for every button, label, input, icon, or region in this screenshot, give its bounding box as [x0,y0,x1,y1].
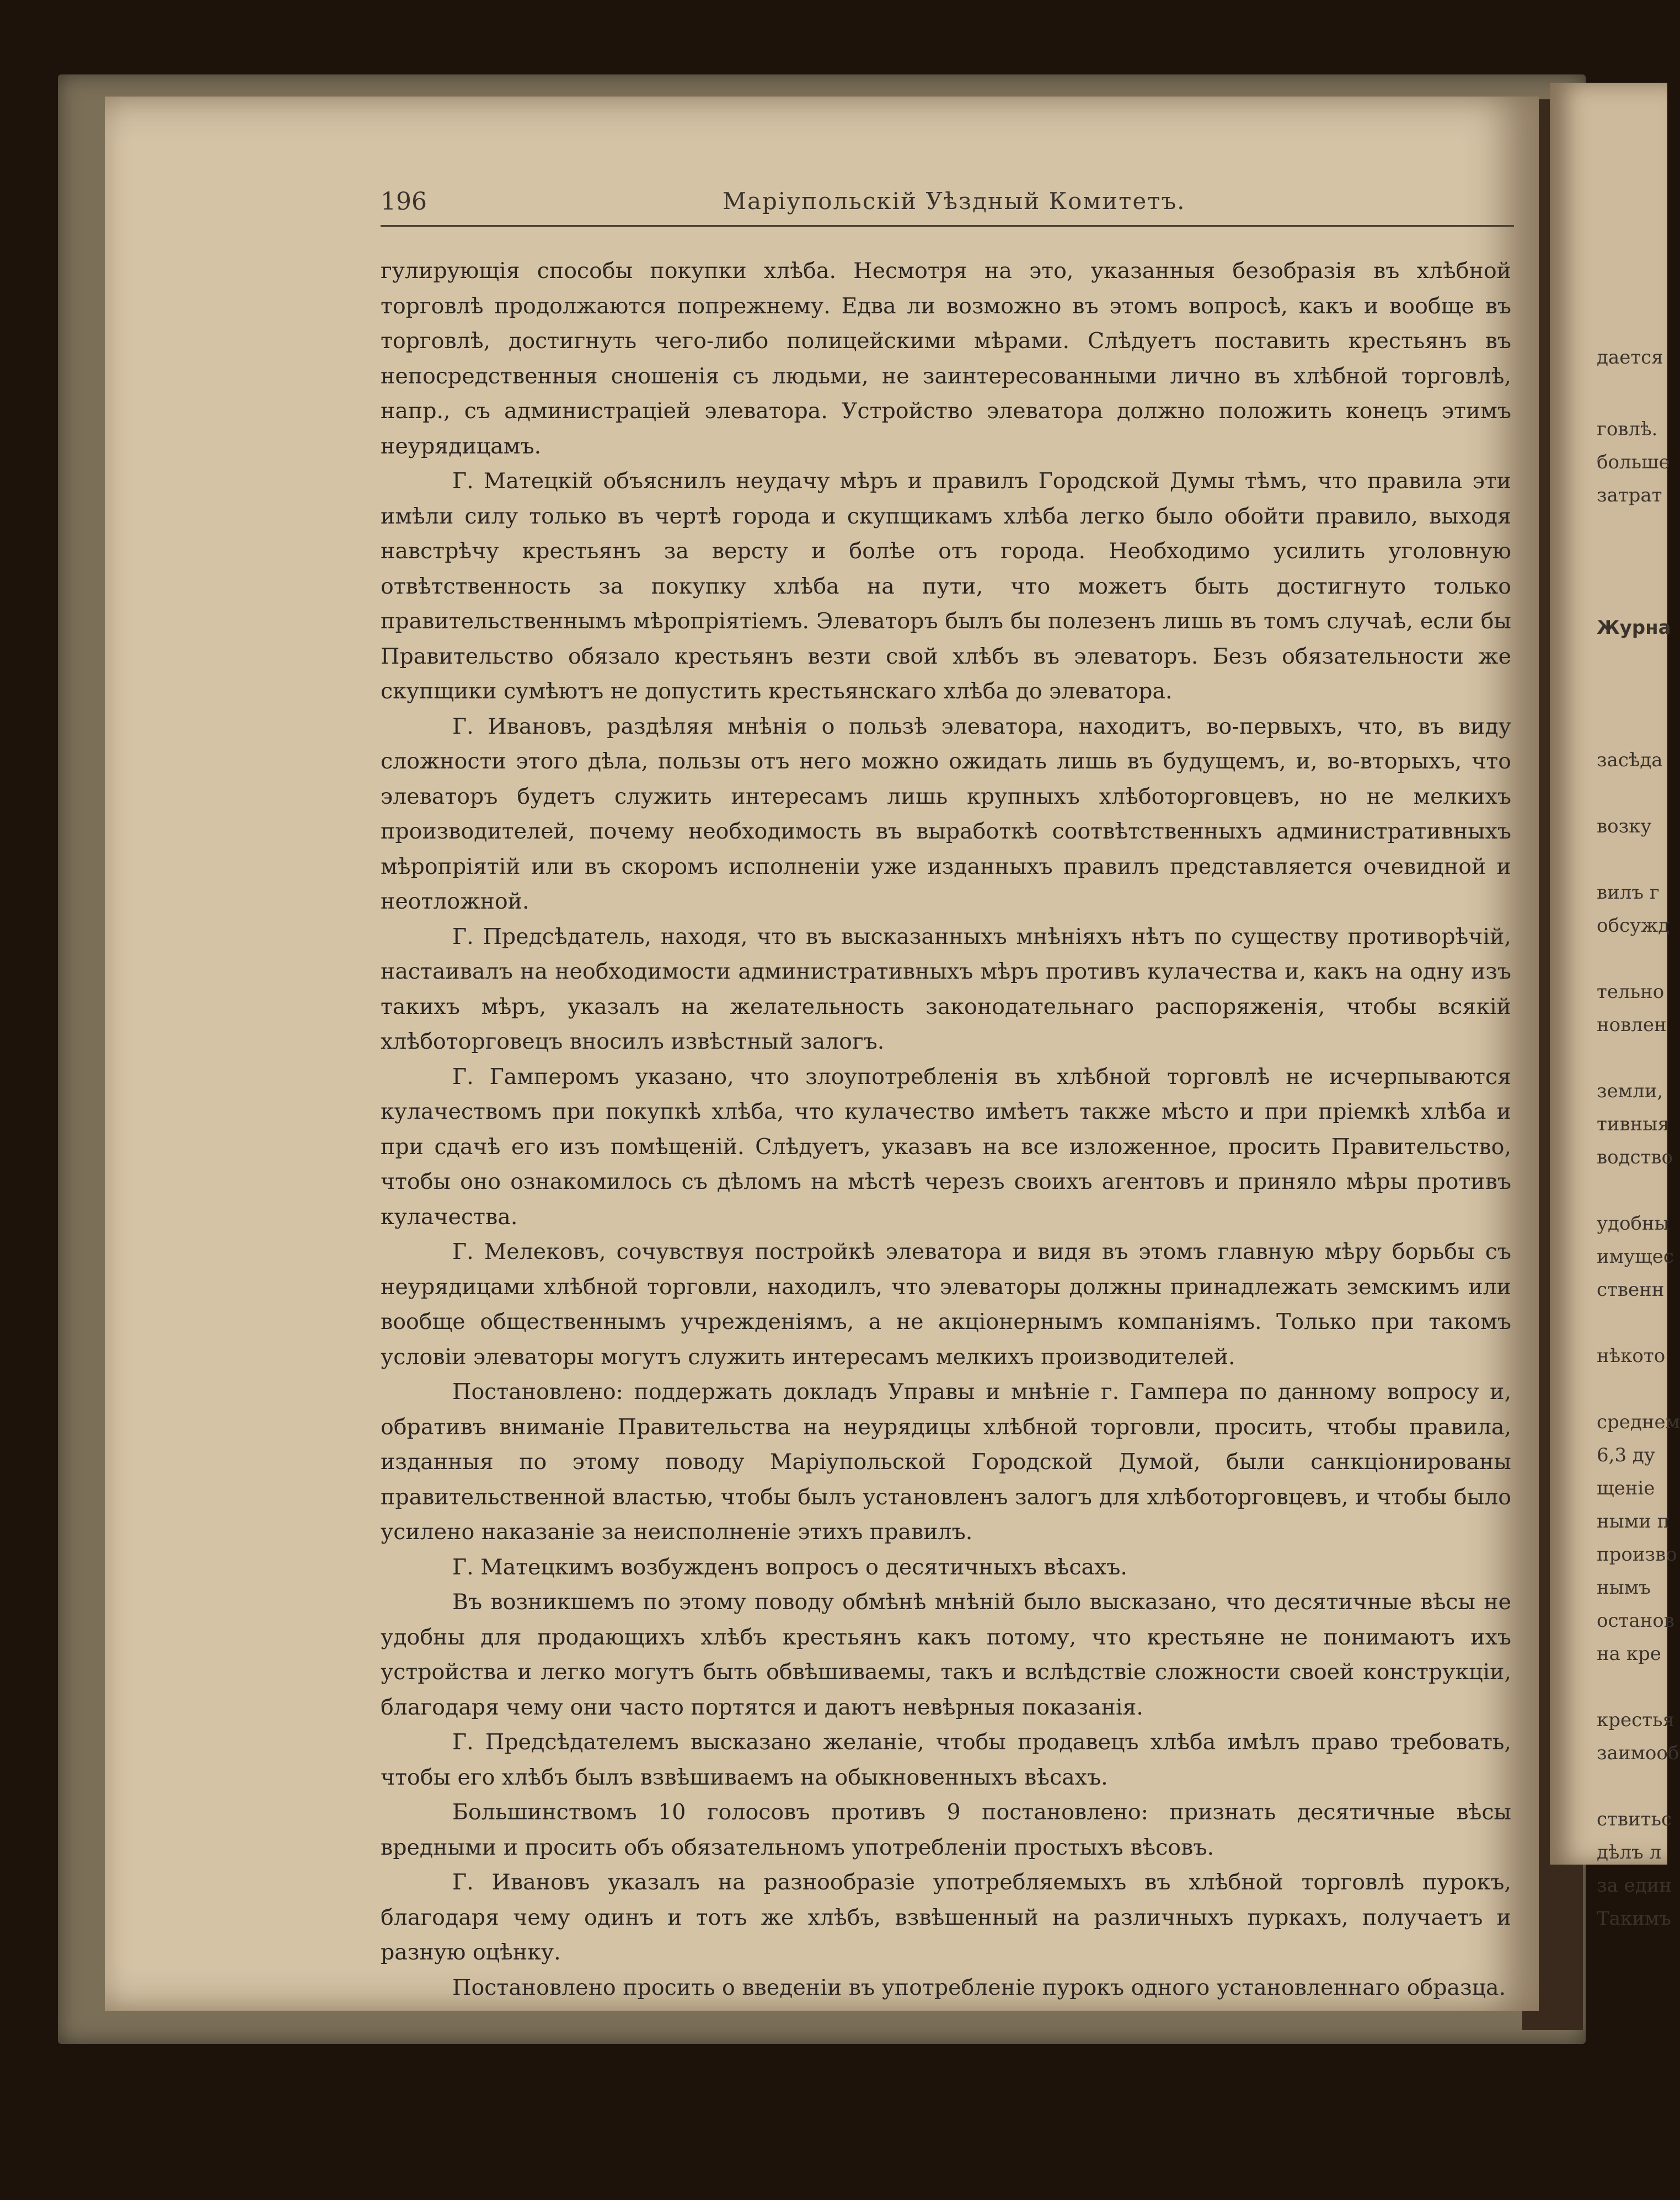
paragraph: Большинствомъ 10 голосовъ противъ 9 постановлено: признать десятичные вѣсы вредными и просить объ обязательномъ употребленіи простыхъ вѣсовъ. [381,1799,1511,1860]
paragraph: Г. Предсѣдатель, находя, что въ высказанныхъ мнѣніяхъ нѣтъ по существу противорѣчій, настаивалъ на необходимости административныхъ мѣръ противъ кулачества и, какъ на одну изъ такихъ мѣръ, указалъ на желательность законодательнаго распоряженія, чтобы всякій хлѣботорговецъ вносилъ извѣстный залогъ. [381,923,1511,1054]
page-body [381,254,1511,2005]
paragraph: Постановлено просить о введеніи въ употребленіе пурокъ одного установленнаго образца. [452,1974,1506,2000]
next-page-fragment: Такимъ [1597,1908,1671,1930]
next-page-fragment: тельно [1597,981,1665,1003]
next-page-heading: Журна [1597,617,1671,639]
next-page-fragment: возку [1597,815,1652,837]
next-page-fragment: среднем [1597,1411,1680,1433]
paragraph: гулирующія способы покупки хлѣба. Несмотря на это, указанныя безобразія въ хлѣбной торговлѣ продолжаются попрежнему. Едва ли возможно въ этомъ вопросѣ, какъ и вообще въ торговлѣ, достигнуть чего-либо полицейскими мѣрами. Слѣдуетъ поставить крестьянъ въ непосредственныя сношенія съ людьми, не заинтересованными лично въ хлѣбной торговлѣ, напр., съ администраціей элеватора. Устройство элеватора должно положить конецъ этимъ неурядицамъ. [381,258,1511,459]
next-page-fragment: обсужд [1597,915,1670,937]
paragraph: Г. Матецкимъ возбужденъ вопросъ о десятичныхъ вѣсахъ. [452,1554,1127,1580]
paragraph: Г. Ивановъ, раздѣляя мнѣнія о пользѣ элеватора, находитъ, во-первыхъ, что, въ виду сложности этого дѣла, пользы отъ него можно ожидать лишь въ будущемъ, и, во-вторыхъ, что элеваторъ будетъ служить интересамъ лишь крупныхъ хлѣботорговцевъ, но не мелкихъ производителей, почему необходимость въ выработкѣ соотвѣтственныхъ административныхъ мѣропріятій или въ скоромъ исполненіи уже изданныхъ правилъ представляется очевидной и неотложной. [381,713,1511,914]
next-page-fragment: за един [1597,1875,1672,1897]
next-page-fragment: на кре [1597,1643,1661,1665]
paragraph: Г. Мелековъ, сочувствуя постройкѣ элеватора и видя въ этомъ главную мѣру борьбы съ неурядицами хлѣбной торговли, находилъ, что элеваторы должны принадлежать земскимъ или вообще общественнымъ учрежденіямъ, а не акціонернымъ компаніямъ. Только при такомъ условіи элеваторы могутъ служить интересамъ мелкихъ производителей. [381,1239,1511,1370]
next-page-fragment: вилъ г [1597,882,1660,904]
paragraph: Г. Гамперомъ указано, что злоупотребленія въ хлѣбной торговлѣ не исчерпываются кулачествомъ при покупкѣ хлѣба, что кулачество имѣетъ также мѣсто и при пріемкѣ хлѣба и при сдачѣ его изъ помѣщеній. Слѣдуетъ, указавъ на все изложенное, просить Правительство, чтобы оно ознакомилось съ дѣломъ на мѣстѣ черезъ своихъ агентовъ и приняло мѣры противъ кулачества. [381,1064,1511,1230]
next-page-fragment: земли, [1597,1080,1663,1102]
next-page-fragment: ствитьс [1597,1808,1672,1830]
next-page-fragment: произво [1597,1544,1677,1566]
paragraph: Г. Ивановъ указалъ на разнообразіе употребляемыхъ въ хлѣбной торговлѣ пурокъ, благодаря чему одинъ и тотъ же хлѣбъ, взвѣшенный на различныхъ пуркахъ, получаетъ и разную оцѣнку. [381,1870,1511,1965]
next-page-fragment: нѣкото [1597,1345,1666,1367]
next-page-fragment: больше [1597,451,1670,473]
next-page-fragment: щеніе [1597,1477,1655,1499]
next-page-fragment: водство [1597,1146,1673,1168]
next-page-fragment: засѣда [1597,749,1663,771]
right-page-edge [1550,83,1680,1930]
next-page-fragment: заимооб [1597,1742,1679,1764]
next-page-fragment: останов [1597,1610,1674,1632]
next-page-fragment: крестья [1597,1709,1674,1731]
next-page-fragment: затрат [1597,484,1662,506]
next-page-fragment: удобны [1597,1213,1670,1235]
paragraph: Г. Матецкій объяснилъ неудачу мѣръ и правилъ Городской Думы тѣмъ, что правила эти имѣли силу только въ чертѣ города и скупщикамъ хлѣба легко было обойти правило, выходя навстрѣчу крестьянъ за версту и болѣе отъ города. Необходимо усилить уголовную отвѣтственность за покупку хлѣба на пути, что можетъ быть достигнуто только правительственнымъ мѣропріятіемъ. Элеваторъ былъ бы полезенъ лишь въ томъ случаѣ, если бы Правительство обязало крестьянъ везти свой хлѣбъ въ элеваторъ. Безъ обязательности же скупщики сумѣютъ не допустить крестьянскаго хлѣба до элеватора. [381,468,1511,704]
next-page-fragment: говлѣ. [1597,418,1658,440]
next-page-fragment: дается [1597,346,1663,369]
paragraph: Постановлено: поддержать докладъ Управы и мнѣніе г. Гампера по данному вопросу и, обративъ вниманіе Правительства на неурядицы хлѣбной торговли, просить, чтобы правила, изданныя по этому поводу Маріупольской Городской Думой, были санкціонированы правительственной властью, чтобы былъ установленъ залогъ для хлѣботорговцевъ, и чтобы было усилено наказаніе за неисполненіе этихъ правилъ. [381,1379,1511,1545]
next-page-fragment: тивныя [1597,1113,1670,1135]
next-page-fragment: нымъ [1597,1577,1651,1599]
next-page-fragment: 6,3 ду [1597,1444,1655,1466]
next-page-fragment: имущес [1597,1246,1674,1268]
page-number: 196 [381,188,427,216]
paragraph: Г. Предсѣдателемъ высказано желаніе, чтобы продавецъ хлѣба имѣлъ право требовать, чтобы его хлѣбъ былъ взвѣшиваемъ на обыкновенныхъ вѣсахъ. [381,1729,1511,1790]
running-head: Маріупольскій Уѣздный Комитетъ. [723,188,1186,215]
next-page-fragment: новлен [1597,1014,1667,1036]
page-header [381,188,1522,221]
next-page-fragment: дѣлъ л [1597,1841,1662,1863]
next-page-fragment: ными п [1597,1510,1670,1532]
next-page-fragment: ственн [1597,1279,1665,1301]
paragraph: Въ возникшемъ по этому поводу обмѣнѣ мнѣній было высказано, что десятичные вѣсы не удобны для продающихъ хлѣбъ крестьянъ какъ потому, что крестьяне не понимаютъ ихъ устройства и легко могутъ быть обвѣшиваемы, такъ и вслѣдствіе сложности своей конструкціи, благодаря чему они часто портятся и даютъ невѣрныя показанія. [381,1589,1511,1720]
header-rule [381,225,1514,227]
